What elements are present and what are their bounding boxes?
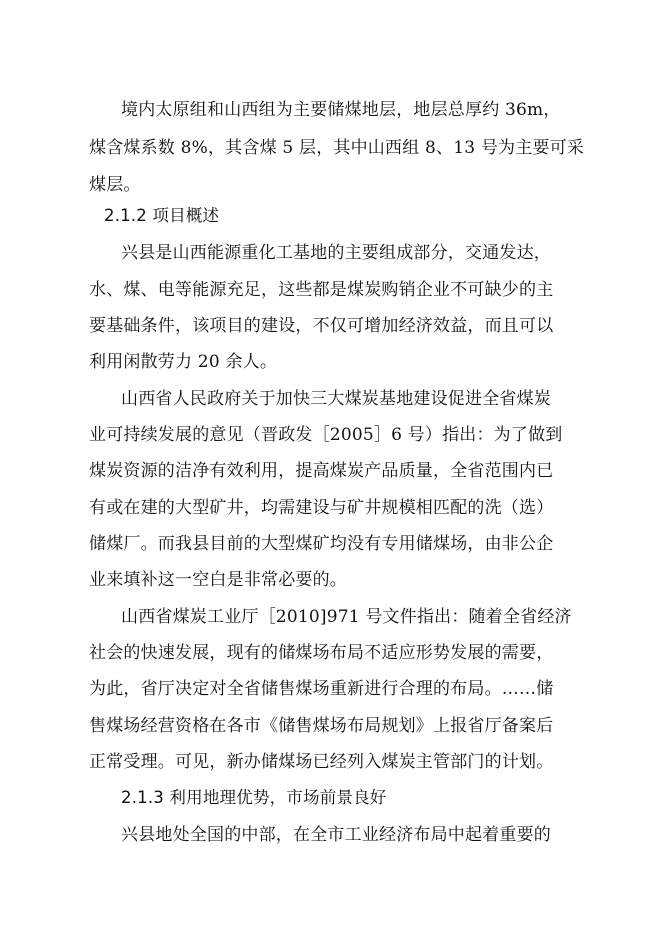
- paragraph-line: 水、煤、电等能源充足，这些都是煤炭购销企业不可缺少的主: [89, 280, 554, 300]
- paragraph-line: 社会的快速发展，现有的储煤场布局不适应形势发展的需要，: [89, 643, 554, 663]
- paragraph-line: 要基础条件，该项目的建设，不仅可增加经济效益，而且可以: [89, 316, 554, 336]
- paragraph-line: 山西省人民政府关于加快三大煤炭基地建设促进全省煤炭: [121, 389, 551, 409]
- paragraph-line: 煤含煤系数 8%，其含煤 5 层，其中山西组 8、13 号为主要可采: [89, 138, 585, 158]
- section-heading: 2.1.2 项目概述: [104, 206, 220, 225]
- paragraph-line: 境内太原组和山西组为主要储煤地层，地层总厚约 36m，: [121, 100, 561, 120]
- section-heading: 2.1.3 利用地理优势，市场前景良好: [121, 788, 387, 807]
- paragraph-line: 售煤场经营资格在各市《储售煤场布局规划》上报省厅备案后: [89, 716, 554, 736]
- paragraph-line: 煤层。: [89, 175, 141, 195]
- paragraph-line: 为此，省厅决定对全省储售煤场重新进行合理的布局。……储: [89, 679, 554, 699]
- paragraph-line: 兴县是山西能源重化工基地的主要组成部分，交通发达，: [121, 243, 551, 263]
- paragraph-line: 有或在建的大型矿井，均需建设与矿井规模相匹配的洗（选）: [89, 498, 554, 518]
- paragraph-line: 业来填补这一空白是非常必要的。: [89, 570, 347, 590]
- paragraph-line: 煤炭资源的洁净有效利用，提高煤炭产品质量，全省范围内已: [89, 461, 554, 481]
- paragraph-line: 业可持续发展的意见（晋政发［2005］6 号）指出：为了做到: [89, 425, 563, 445]
- paragraph-line: 山西省煤炭工业厅［2010]971 号文件指出：随着全省经济: [121, 607, 572, 627]
- paragraph-line: 利用闲散劳力 20 余人。: [89, 352, 278, 372]
- paragraph-line: 正常受理。可见，新办储煤场已经列入煤炭主管部门的计划。: [89, 752, 554, 772]
- paragraph-line: 兴县地处全国的中部，在全市工业经济布局中起着重要的: [121, 825, 551, 845]
- paragraph-line: 储煤厂。而我县目前的大型煤矿均没有专用储煤场，由非公企: [89, 534, 554, 554]
